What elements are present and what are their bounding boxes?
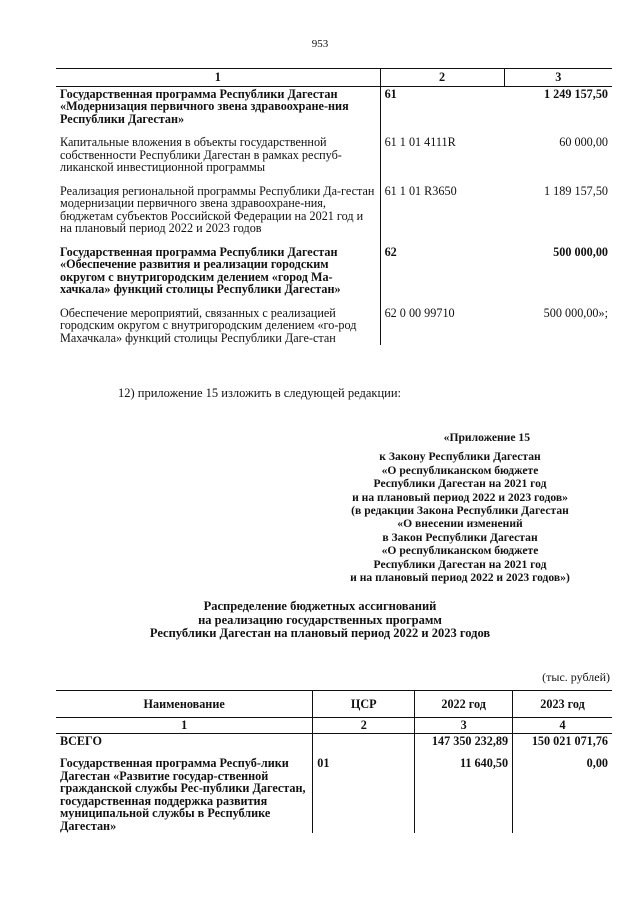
row-name: Реализация региональной программы Республики Да-гестан модернизации первичного звена здравоохране-ния, бюджетам субъектов Российской Федерации на 2021 год и на плановый период 2022 и 2023 годов bbox=[60, 183, 375, 235]
units-label: (тыс. рублей) bbox=[542, 670, 610, 684]
row-csr: 01 bbox=[313, 756, 415, 833]
appendix-line: «О республиканском бюджете bbox=[381, 463, 539, 477]
header-name: Наименование bbox=[56, 691, 313, 718]
header-col-2: 2 bbox=[380, 69, 504, 87]
row-name: Государственная программа Республики Дагестан «Модернизация первичного звена здравоохране-ния Республики Дагестан» bbox=[60, 86, 349, 126]
table-row-total bbox=[56, 733, 612, 748]
header-2022: 2022 год bbox=[415, 691, 513, 718]
section-heading bbox=[0, 600, 640, 641]
row-code: 61 bbox=[380, 86, 504, 126]
row-code: 61 1 01 R3650 bbox=[380, 184, 504, 236]
row-2023: 150 021 071,76 bbox=[513, 733, 612, 748]
page-number: 953 bbox=[311, 38, 329, 50]
row-amount: 500 000,00»; bbox=[543, 305, 608, 320]
table-row bbox=[56, 756, 612, 833]
col-number: 4 bbox=[513, 718, 612, 734]
row-amount: 1 189 157,50 bbox=[544, 183, 608, 198]
heading-line: Распределение бюджетных ассигнований bbox=[203, 599, 437, 613]
programs-budget-table bbox=[56, 690, 612, 833]
budget-table-continued bbox=[56, 68, 612, 345]
row-code: 62 bbox=[380, 245, 504, 297]
row-amount: 60 000,00 bbox=[559, 135, 608, 149]
row-code: 61 1 01 4111R bbox=[380, 135, 504, 175]
header-col-1: 1 bbox=[56, 69, 380, 87]
amendment-item-text: 12) приложение 15 изложить в следующей редакции: bbox=[118, 386, 401, 400]
header-col-3: 3 bbox=[504, 69, 612, 87]
row-amount: 1 249 157,50 bbox=[544, 86, 608, 101]
row-name: ВСЕГО bbox=[60, 733, 102, 748]
row-name: Государственная программа Республики Дагестан «Обеспечение развития и реализации городским округом с внутригородским делением «город Ма-хачкала» функций столицы Республики Дагестан» bbox=[60, 244, 341, 296]
appendix-line: и на плановый период 2022 и 2023 годов») bbox=[350, 571, 570, 585]
header-2023: 2023 год bbox=[513, 691, 612, 718]
appendix-line: к Закону Республики Дагестан bbox=[379, 450, 541, 464]
appendix-line: в Закон Республики Дагестан bbox=[382, 530, 538, 544]
column-numbers-row bbox=[56, 718, 612, 734]
appendix-line: Республики Дагестан на 2021 год bbox=[373, 557, 547, 571]
row-name: Капитальные вложения в объекты государственной собственности Республики Дагестан в рамках респуб-ликанской инвестиционной программы bbox=[60, 135, 342, 174]
row-name: Государственная программа Респуб-лики Дагестан «Развитие государ-ственной гражданской службы Рес-публики Дагестан, государственная поддержка развития муниципальной службы в Республике Дагестан» bbox=[60, 756, 306, 833]
row-csr bbox=[313, 733, 415, 748]
table-header-row bbox=[56, 69, 612, 87]
row-amount: 500 000,00 bbox=[553, 244, 608, 259]
appendix-line: и на плановый период 2022 и 2023 годов» bbox=[352, 490, 568, 504]
appendix-line: (в редакции Закона Республики Дагестан bbox=[351, 504, 569, 518]
col-number: 3 bbox=[415, 718, 513, 734]
appendix-caption bbox=[300, 431, 620, 584]
table-row bbox=[56, 86, 612, 126]
row-2022: 11 640,50 bbox=[415, 756, 513, 833]
row-2023: 0,00 bbox=[513, 756, 612, 833]
table-header-row bbox=[56, 691, 612, 718]
heading-line: на реализацию государственных программ bbox=[198, 612, 442, 627]
col-number: 2 bbox=[313, 718, 415, 734]
row-code: 62 0 00 99710 bbox=[380, 306, 504, 346]
row-name: Обеспечение мероприятий, связанных с реализацией городским округом с внутригородским делением «го-род Махачкала» функций столицы Республики Даге-стан bbox=[60, 305, 357, 345]
appendix-line: «О республиканском бюджете bbox=[381, 544, 539, 558]
row-2022: 147 350 232,89 bbox=[415, 733, 513, 748]
table-row bbox=[56, 245, 612, 297]
header-csr: ЦСР bbox=[313, 691, 415, 718]
table-row bbox=[56, 306, 612, 346]
heading-line: Республики Дагестан на плановый период 2022 и 2023 годов bbox=[149, 626, 491, 640]
appendix-line: «О внесении изменений bbox=[397, 517, 523, 531]
appendix-line: Республики Дагестан на 2021 год bbox=[373, 477, 547, 491]
table-row bbox=[56, 135, 612, 175]
col-number: 1 bbox=[56, 718, 313, 734]
table-row bbox=[56, 184, 612, 236]
appendix-title: «Приложение 15 bbox=[443, 431, 530, 444]
